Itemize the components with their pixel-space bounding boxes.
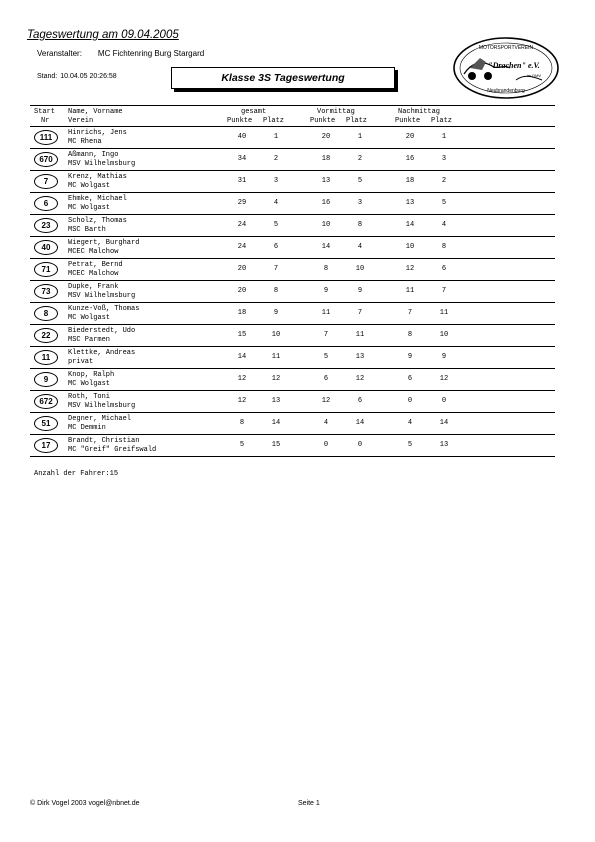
table-top-rule — [30, 105, 555, 106]
total-place: 15 — [271, 441, 281, 449]
total-place: 2 — [273, 155, 279, 163]
driver-name: Degner, Michael — [68, 415, 132, 423]
total-place: 14 — [271, 419, 281, 427]
afternoon-points: 20 — [405, 133, 415, 141]
col-gesamt-header: gesamt — [241, 108, 267, 116]
col-nachmittag-punkte: Punkte — [395, 117, 421, 125]
afternoon-place: 7 — [441, 287, 447, 295]
morning-points: 4 — [323, 419, 329, 427]
driver-cell — [68, 371, 114, 389]
morning-points: 7 — [323, 331, 329, 339]
afternoon-place: 12 — [439, 375, 449, 383]
driver-cell — [68, 195, 127, 213]
driver-cell — [68, 305, 139, 323]
table-row — [30, 171, 555, 193]
footer-copyright: © Dirk Vogel 2003 vogel@nbnet.de — [30, 800, 140, 807]
afternoon-place: 8 — [441, 243, 447, 251]
morning-points: 14 — [321, 243, 331, 251]
driver-club: MSC Parmen — [68, 336, 111, 344]
start-number-badge: 51 — [34, 416, 58, 431]
total-place: 7 — [273, 265, 279, 273]
start-number-badge: 40 — [34, 240, 58, 255]
driver-club: MC Rhena — [68, 138, 102, 146]
driver-club: MC Wolgast — [68, 204, 111, 212]
total-points: 14 — [237, 353, 247, 361]
start-number-badge: 7 — [34, 174, 58, 189]
morning-points: 0 — [323, 441, 329, 449]
stand-line — [37, 73, 117, 80]
total-points: 5 — [239, 441, 245, 449]
morning-place: 14 — [355, 419, 365, 427]
total-place: 6 — [273, 243, 279, 251]
total-points: 34 — [237, 155, 247, 163]
morning-points: 10 — [321, 221, 331, 229]
results-table — [30, 127, 555, 457]
morning-points: 11 — [321, 309, 331, 317]
start-number-badge: 71 — [34, 262, 58, 277]
start-number-badge: 672 — [34, 394, 58, 409]
driver-club: MSV Wilhelmsburg — [68, 292, 136, 300]
afternoon-place: 9 — [441, 353, 447, 361]
start-number-badge: 8 — [34, 306, 58, 321]
morning-place: 11 — [355, 331, 365, 339]
table-row — [30, 391, 555, 413]
afternoon-place: 6 — [441, 265, 447, 273]
morning-place: 1 — [357, 133, 363, 141]
col-club-header: Verein — [68, 117, 94, 125]
afternoon-place: 4 — [441, 221, 447, 229]
driver-name: Ehmke, Michael — [68, 195, 127, 203]
start-number-badge: 9 — [34, 372, 58, 387]
total-points: 40 — [237, 133, 247, 141]
organizer-line — [37, 49, 204, 58]
driver-club: MCEC Malchow — [68, 248, 119, 256]
footer-page-number: Seite 1 — [298, 800, 320, 807]
driver-name: Klettke, Andreas — [68, 349, 136, 357]
afternoon-place: 1 — [441, 133, 447, 141]
table-row — [30, 193, 555, 215]
morning-place: 4 — [357, 243, 363, 251]
driver-count: Anzahl der Fahrer:15 — [34, 470, 119, 478]
morning-place: 3 — [357, 199, 363, 207]
afternoon-points: 18 — [405, 177, 415, 185]
morning-points: 13 — [321, 177, 331, 185]
morning-place: 8 — [357, 221, 363, 229]
start-number-badge: 6 — [34, 196, 58, 211]
page-title: Tageswertung am 09.04.2005 — [27, 29, 179, 41]
driver-club: MC Wolgast — [68, 380, 111, 388]
morning-points: 8 — [323, 265, 329, 273]
driver-club: MSC Barth — [68, 226, 106, 234]
table-row — [30, 347, 555, 369]
start-number-badge: 11 — [34, 350, 58, 365]
morning-points: 6 — [323, 375, 329, 383]
morning-place: 9 — [357, 287, 363, 295]
total-place: 9 — [273, 309, 279, 317]
driver-cell — [68, 393, 135, 411]
stand-label: Stand: — [37, 73, 58, 80]
morning-place: 6 — [357, 397, 363, 405]
morning-place: 13 — [355, 353, 365, 361]
morning-place: 12 — [355, 375, 365, 383]
organizer-value: MC Fichtenring Burg Stargard — [97, 49, 205, 58]
afternoon-points: 10 — [405, 243, 415, 251]
driver-club: MC Wolgast — [68, 182, 111, 190]
start-number-badge: 17 — [34, 438, 58, 453]
total-place: 10 — [271, 331, 281, 339]
driver-club: MC Wolgast — [68, 314, 111, 322]
afternoon-points: 14 — [405, 221, 415, 229]
table-row — [30, 215, 555, 237]
total-points: 18 — [237, 309, 247, 317]
driver-cell — [68, 151, 135, 169]
total-points: 29 — [237, 199, 247, 207]
driver-name: Petrat, Bernd — [68, 261, 123, 269]
driver-name: Knop, Ralph — [68, 371, 115, 379]
driver-cell — [68, 173, 127, 191]
driver-cell — [68, 261, 123, 279]
driver-name: Krenz, Mathias — [68, 173, 127, 181]
logo-bottom-text: Neubrandenburg — [487, 88, 525, 94]
morning-place: 0 — [357, 441, 363, 449]
total-points: 20 — [237, 265, 247, 273]
total-place: 4 — [273, 199, 279, 207]
driver-name: Biederstedt, Udo — [68, 327, 136, 335]
col-gesamt-punkte: Punkte — [227, 117, 253, 125]
driver-name: Aßmann, Ingo — [68, 151, 119, 159]
total-points: 24 — [237, 221, 247, 229]
driver-name: Hinrichs, Jens — [68, 129, 127, 137]
morning-points: 16 — [321, 199, 331, 207]
stand-value: 10.04.05 20:26:58 — [60, 73, 117, 80]
start-number-badge: 111 — [34, 130, 58, 145]
driver-name: Brandt, Christian — [68, 437, 140, 445]
start-number-badge: 73 — [34, 284, 58, 299]
table-row — [30, 369, 555, 391]
afternoon-place: 0 — [441, 397, 447, 405]
afternoon-points: 11 — [405, 287, 415, 295]
table-row — [30, 413, 555, 435]
table-row — [30, 259, 555, 281]
total-place: 3 — [273, 177, 279, 185]
driver-name: Dupke, Frank — [68, 283, 119, 291]
morning-place: 10 — [355, 265, 365, 273]
total-place: 1 — [273, 133, 279, 141]
afternoon-place: 13 — [439, 441, 449, 449]
driver-name: Wiegert, Burghard — [68, 239, 140, 247]
afternoon-points: 7 — [407, 309, 413, 317]
col-start-header: Start — [34, 108, 56, 116]
morning-place: 7 — [357, 309, 363, 317]
col-name-header: Name, Vorname — [68, 108, 123, 116]
morning-points: 20 — [321, 133, 331, 141]
class-title-box — [171, 67, 395, 89]
morning-points: 5 — [323, 353, 329, 361]
club-logo — [452, 36, 560, 100]
afternoon-points: 4 — [407, 419, 413, 427]
afternoon-points: 16 — [405, 155, 415, 163]
afternoon-place: 10 — [439, 331, 449, 339]
driver-cell — [68, 239, 139, 257]
logo-center-text: "Drachen" e.V. — [488, 61, 540, 70]
col-vormittag-punkte: Punkte — [310, 117, 336, 125]
total-points: 24 — [237, 243, 247, 251]
total-points: 12 — [237, 375, 247, 383]
table-row — [30, 127, 555, 149]
morning-points: 18 — [321, 155, 331, 163]
col-nr-header: Nr — [41, 117, 50, 125]
afternoon-points: 8 — [407, 331, 413, 339]
afternoon-points: 6 — [407, 375, 413, 383]
col-nachmittag-platz: Platz — [431, 117, 453, 125]
afternoon-place: 3 — [441, 155, 447, 163]
logo-top-text: MOTORSPORTVEREIN — [478, 45, 534, 51]
total-points: 20 — [237, 287, 247, 295]
driver-club: MSV Wilhelmsburg — [68, 160, 136, 168]
driver-cell — [68, 217, 127, 235]
col-gesamt-platz: Platz — [263, 117, 285, 125]
afternoon-place: 14 — [439, 419, 449, 427]
table-row — [30, 281, 555, 303]
driver-club: MCEC Malchow — [68, 270, 119, 278]
start-number-badge: 670 — [34, 152, 58, 167]
driver-club: MSV Wilhelmsburg — [68, 402, 136, 410]
morning-place: 5 — [357, 177, 363, 185]
driver-cell — [68, 129, 127, 147]
driver-name: Scholz, Thomas — [68, 217, 127, 225]
driver-cell — [68, 283, 135, 301]
total-place: 5 — [273, 221, 279, 229]
organizer-label: Veranstalter: — [37, 49, 82, 58]
table-row — [30, 325, 555, 347]
table-row — [30, 149, 555, 171]
afternoon-place: 5 — [441, 199, 447, 207]
start-number-badge: 22 — [34, 328, 58, 343]
morning-place: 2 — [357, 155, 363, 163]
total-points: 8 — [239, 419, 245, 427]
driver-club: privat — [68, 358, 94, 366]
afternoon-points: 9 — [407, 353, 413, 361]
total-place: 8 — [273, 287, 279, 295]
total-place: 11 — [271, 353, 281, 361]
class-title: Klasse 3S Tageswertung — [221, 72, 345, 84]
total-points: 15 — [237, 331, 247, 339]
driver-cell — [68, 327, 135, 345]
total-place: 12 — [271, 375, 281, 383]
driver-name: Kunze-Voß, Thomas — [68, 305, 140, 313]
table-row — [30, 303, 555, 325]
afternoon-points: 5 — [407, 441, 413, 449]
afternoon-place: 11 — [439, 309, 449, 317]
table-row — [30, 237, 555, 259]
morning-points: 9 — [323, 287, 329, 295]
driver-cell — [68, 349, 135, 367]
start-number-badge: 23 — [34, 218, 58, 233]
afternoon-points: 13 — [405, 199, 415, 207]
afternoon-points: 0 — [407, 397, 413, 405]
driver-cell — [68, 437, 156, 455]
total-points: 12 — [237, 397, 247, 405]
col-vormittag-platz: Platz — [346, 117, 368, 125]
driver-cell — [68, 415, 131, 433]
logo-side-text: im DMV — [526, 73, 542, 78]
col-nachmittag-header: Nachmittag — [398, 108, 441, 116]
morning-points: 12 — [321, 397, 331, 405]
afternoon-points: 12 — [405, 265, 415, 273]
table-row — [30, 435, 555, 457]
driver-name: Roth, Toni — [68, 393, 111, 401]
driver-club: MC Demmin — [68, 424, 106, 432]
driver-club: MC "Greif" Greifswald — [68, 446, 157, 454]
total-points: 31 — [237, 177, 247, 185]
total-place: 13 — [271, 397, 281, 405]
col-vormittag-header: Vormittag — [317, 108, 355, 116]
afternoon-place: 2 — [441, 177, 447, 185]
